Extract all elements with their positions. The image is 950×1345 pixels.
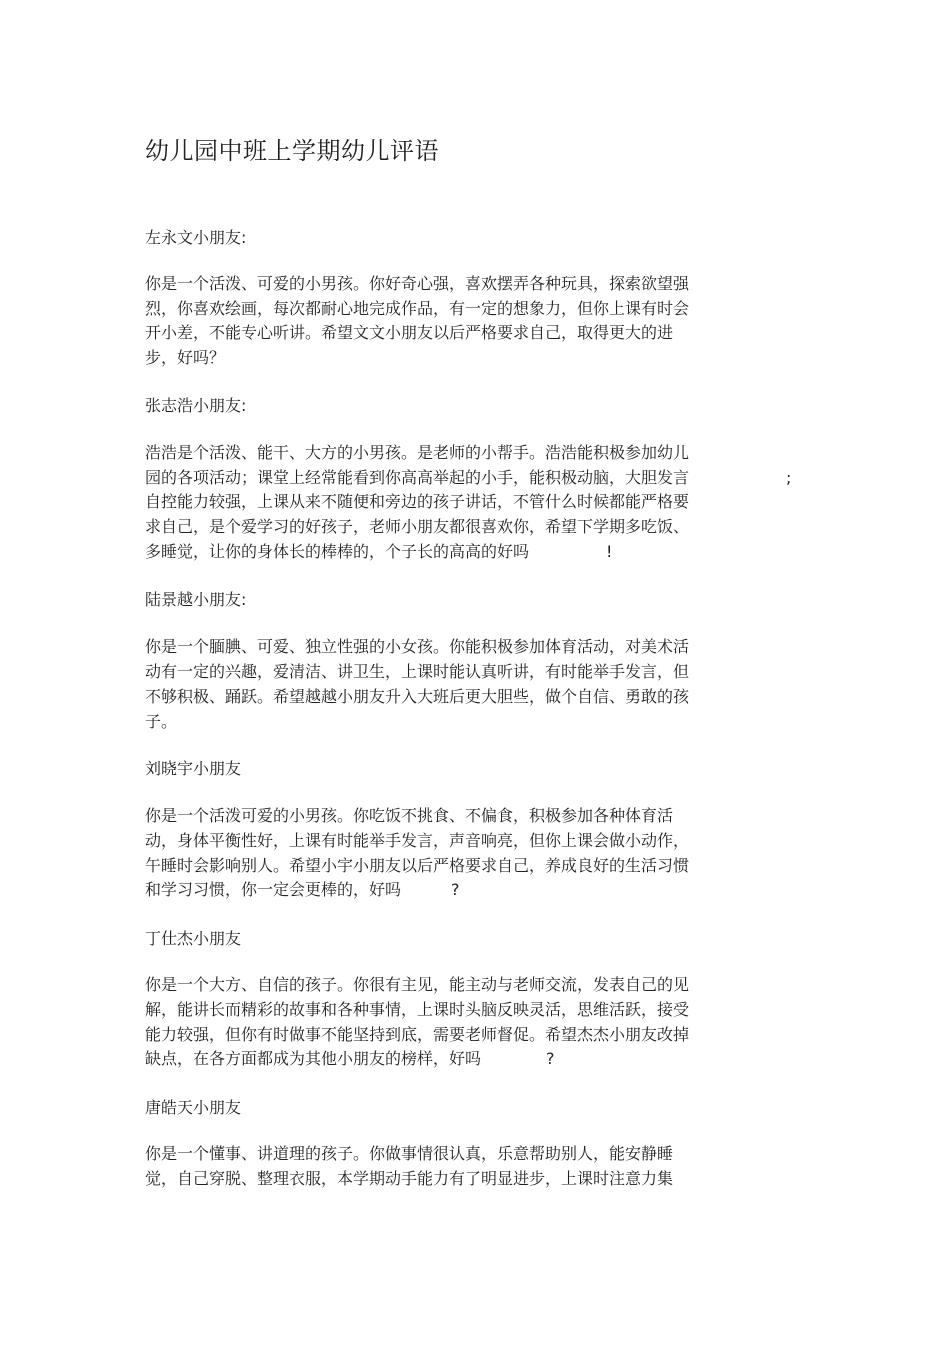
comment-line: 午睡时会影响别人。希望小宇小朋友以后严格要求自己，养成良好的生活习惯 <box>145 856 690 875</box>
comment-line: 解，能讲长而精彩的故事和各种事情，上课时头脑反映灵活，思维活跃，接受 <box>145 1000 690 1019</box>
comment-line: 缺点，在各方面都成为其他小朋友的榜样，好吗 <box>145 1049 482 1068</box>
comment-line: 不够积极、踊跃。希望越越小朋友升入大班后更大胆些，做个自信、勇敢的孩 <box>145 687 690 706</box>
child-name: 刘晓宇小朋友 <box>145 759 242 778</box>
comment-line: 动有一定的兴趣，爱清洁、讲卫生，上课时能认真听讲，有时能举手发言，但 <box>145 662 690 681</box>
comment-line: 求自己，是个爱学习的好孩子，老师小朋友都很喜欢你，希望下学期多吃饭、 <box>145 517 690 536</box>
child-name: 唐皓天小朋友 <box>145 1098 242 1117</box>
comment-line: 你是一个活泼可爱的小男孩。你吃饭不挑食、不偏食，积极参加各种体育活 <box>145 806 674 825</box>
document-title: 幼儿园中班上学期幼儿评语 <box>145 137 439 166</box>
child-name: 丁仕杰小朋友 <box>145 929 242 948</box>
child-name: 张志浩小朋友: <box>145 396 247 415</box>
child-name: 左永文小朋友: <box>145 228 247 247</box>
comment-line: 步，好吗？ <box>145 348 226 367</box>
comment-line: 和学习习惯，你一定会更棒的，好吗 <box>145 880 402 899</box>
comment-line: 能力较强，但你有时做事不能坚持到底，需要老师督促。希望杰杰小朋友改掉 <box>145 1025 690 1044</box>
child-name: 陆景越小朋友: <box>145 590 247 609</box>
comment-line: 觉，自己穿脱、整理衣服，本学期动手能力有了明显进步，上课时注意力集 <box>145 1169 674 1188</box>
punctuation-mark: ! <box>606 542 613 561</box>
comment-line: 烈，你喜欢绘画，每次都耐心地完成作品，有一定的想象力，但你上课有时会 <box>145 299 690 318</box>
comment-line: 你是一个懂事、讲道理的孩子。你做事情很认真，乐意帮助别人，能安静睡 <box>145 1144 674 1163</box>
punctuation-mark: ? <box>546 1049 555 1068</box>
comment-line: 子。 <box>145 712 178 731</box>
comment-line: 浩浩是个活泼、能干、大方的小男孩。是老师的小帮手。浩浩能积极参加幼儿 <box>145 443 690 462</box>
comment-line: 你是一个活泼、可爱的小男孩。你好奇心强，喜欢摆弄各种玩具，探索欲望强 <box>145 274 690 293</box>
comment-line: 你是一个腼腆、可爱、独立性强的小女孩。你能积极参加体育活动，对美术活 <box>145 637 690 656</box>
comment-line: 开小差，不能专心听讲。希望文文小朋友以后严格要求自己，取得更大的进 <box>145 323 674 342</box>
comment-line: 园的各项活动；课堂上经常能看到你高高举起的小手，能积极动脑，大胆发言 <box>145 468 690 487</box>
comment-line: 自控能力较强，上课从来不随便和旁边的孩子讲话，不管什么时候都能严格要 <box>145 492 690 511</box>
comment-line: 动，身体平衡性好，上课有时能举手发言，声音响亮，但你上课会做小动作， <box>145 831 690 850</box>
punctuation-mark: ? <box>451 880 460 899</box>
comment-line: 你是一个大方、自信的孩子。你很有主见，能主动与老师交流，发表自己的见 <box>145 975 690 994</box>
comment-line: 多睡觉，让你的身体长的棒棒的，个子长的高高的好吗 <box>145 542 530 561</box>
punctuation-mark: ; <box>786 468 792 487</box>
